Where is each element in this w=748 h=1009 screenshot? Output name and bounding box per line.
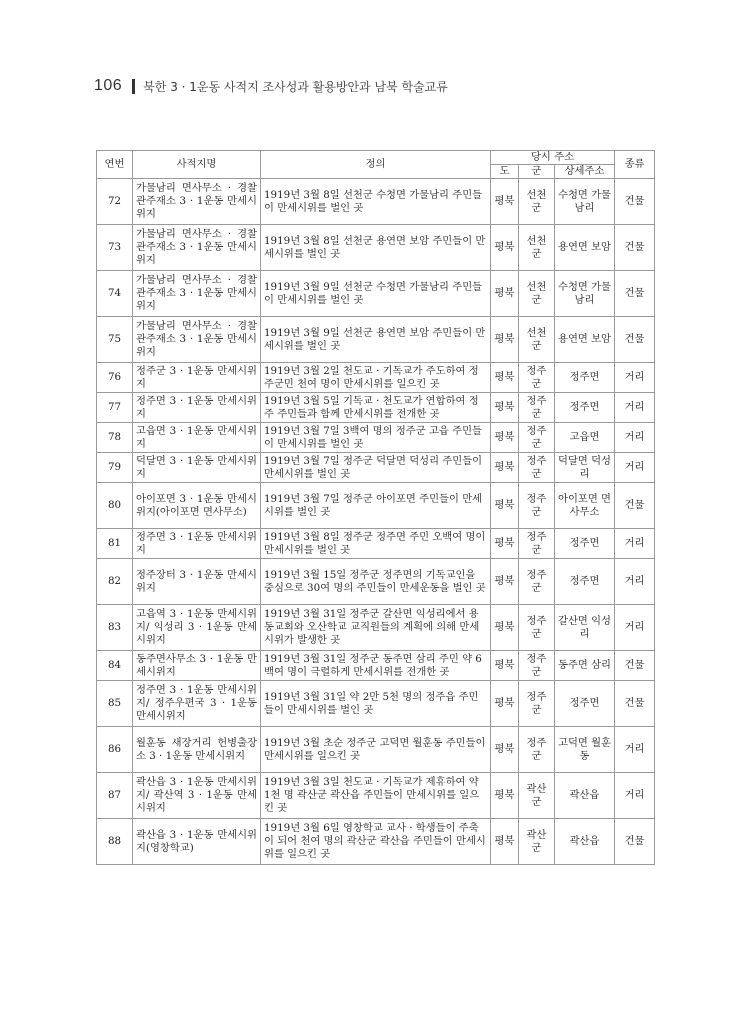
detail-address: 정주면 xyxy=(555,681,615,727)
site-definition: 1919년 3월 31일 정주군 동주면 삼리 주민 약 6백여 명이 극렬하게 만세시위를 전개한 곳 xyxy=(261,651,491,681)
row-number: 88 xyxy=(97,819,133,865)
site-type: 거리 xyxy=(615,363,655,393)
site-definition: 1919년 3월 9일 선천군 용연면 보암 주민들이 만세시위를 벌인 곳 xyxy=(261,317,491,363)
county: 선천군 xyxy=(519,271,555,317)
table-row xyxy=(97,773,655,819)
site-definition: 1919년 3월 15일 정주군 정주면의 기독교인을 중심으로 30여 명의 주민들이 만세운동을 벌인 곳 xyxy=(261,559,491,605)
table-row xyxy=(97,651,655,681)
site-definition: 1919년 3월 2일 천도교 · 기독교가 주도하여 정주군민 천여 명이 만세시위를 일으킨 곳 xyxy=(261,363,491,393)
site-type: 거리 xyxy=(615,453,655,483)
row-number: 84 xyxy=(97,651,133,681)
table-row xyxy=(97,317,655,363)
site-type: 거리 xyxy=(615,559,655,605)
province: 평북 xyxy=(491,819,519,865)
county: 정주군 xyxy=(519,681,555,727)
detail-address: 곽산읍 xyxy=(555,773,615,819)
detail-address: 고읍면 xyxy=(555,423,615,453)
header-definition: 정의 xyxy=(261,151,491,179)
site-type: 건물 xyxy=(615,225,655,271)
province: 평북 xyxy=(491,317,519,363)
row-number: 85 xyxy=(97,681,133,727)
site-type: 건물 xyxy=(615,271,655,317)
table-row xyxy=(97,529,655,559)
site-definition: 1919년 3월 초순 정주군 고덕면 월훈동 주민들이 만세시위를 일으킨 곳 xyxy=(261,727,491,773)
site-name: 곽산읍 3 · 1운동 만세시위지(영창학교) xyxy=(133,819,261,865)
detail-address: 고덕면 월훈동 xyxy=(555,727,615,773)
row-number: 74 xyxy=(97,271,133,317)
detail-address: 수청면 가물남리 xyxy=(555,271,615,317)
province: 평북 xyxy=(491,363,519,393)
site-type: 건물 xyxy=(615,651,655,681)
county: 곽산군 xyxy=(519,773,555,819)
county: 정주군 xyxy=(519,393,555,423)
table-body xyxy=(97,179,655,865)
row-number: 80 xyxy=(97,483,133,529)
site-name: 덕달면 3 · 1운동 만세시위지 xyxy=(133,453,261,483)
table-row xyxy=(97,453,655,483)
county: 정주군 xyxy=(519,529,555,559)
county: 정주군 xyxy=(519,453,555,483)
province: 평북 xyxy=(491,225,519,271)
site-definition: 1919년 3월 7일 정주군 덕달면 덕성리 주민들이 만세시위를 벌인 곳 xyxy=(261,453,491,483)
detail-address: 곽산읍 xyxy=(555,819,615,865)
site-type: 거리 xyxy=(615,605,655,651)
row-number: 81 xyxy=(97,529,133,559)
row-number: 75 xyxy=(97,317,133,363)
table-row xyxy=(97,271,655,317)
table-row xyxy=(97,393,655,423)
county: 곽산군 xyxy=(519,819,555,865)
site-name: 고읍면 3 · 1운동 만세시위지 xyxy=(133,423,261,453)
province: 평북 xyxy=(491,423,519,453)
site-name: 가물남리 면사무소 · 경찰관주재소 3 · 1운동 만세시위지 xyxy=(133,271,261,317)
detail-address: 용연면 보암 xyxy=(555,225,615,271)
header-gun: 군 xyxy=(519,165,555,179)
province: 평북 xyxy=(491,605,519,651)
site-definition: 1919년 3월 31일 정주군 갈산면 익성리에서 용동교회와 오산학교 교직원들의 계획에 의해 만세시위가 발생한 곳 xyxy=(261,605,491,651)
site-name: 가물남리 면사무소 · 경찰관주재소 3 · 1운동 만세시위지 xyxy=(133,317,261,363)
site-name: 정주면 3 · 1운동 만세시위지/ 정주우편국 3 · 1운동 만세시위지 xyxy=(133,681,261,727)
province: 평북 xyxy=(491,681,519,727)
table-row xyxy=(97,423,655,453)
header-do: 도 xyxy=(491,165,519,179)
site-type: 건물 xyxy=(615,681,655,727)
row-number: 82 xyxy=(97,559,133,605)
site-name: 아이포면 3 · 1운동 만세시위지(아이포면 면사무소) xyxy=(133,483,261,529)
row-number: 76 xyxy=(97,363,133,393)
site-name: 고읍역 3 · 1운동 만세시위지/ 익성리 3 · 1운동 만세시위지 xyxy=(133,605,261,651)
site-type: 건물 xyxy=(615,317,655,363)
site-name: 정주군 3 · 1운동 만세시위지 xyxy=(133,363,261,393)
header-address-group: 당시 주소 xyxy=(491,151,615,165)
county: 선천군 xyxy=(519,179,555,225)
row-number: 72 xyxy=(97,179,133,225)
detail-address: 동주면 삼리 xyxy=(555,651,615,681)
province: 평북 xyxy=(491,529,519,559)
detail-address: 수청면 가물남리 xyxy=(555,179,615,225)
county: 선천군 xyxy=(519,317,555,363)
detail-address: 정주면 xyxy=(555,559,615,605)
province: 평북 xyxy=(491,271,519,317)
site-type: 건물 xyxy=(615,483,655,529)
site-definition: 1919년 3월 9일 선천군 수청면 가물남리 주민들이 만세시위를 벌인 곳 xyxy=(261,271,491,317)
detail-address: 정주면 xyxy=(555,363,615,393)
site-name: 정주면 3 · 1운동 만세시위지 xyxy=(133,393,261,423)
site-definition: 1919년 3월 7일 정주군 아이포면 주민들이 만세시위를 벌인 곳 xyxy=(261,483,491,529)
site-definition: 1919년 3월 5일 기독교 · 천도교가 연합하여 정주 주민들과 함께 만세시위를 전개한 곳 xyxy=(261,393,491,423)
site-type: 거리 xyxy=(615,423,655,453)
province: 평북 xyxy=(491,651,519,681)
table-row xyxy=(97,727,655,773)
header-divider xyxy=(132,79,135,94)
province: 평북 xyxy=(491,559,519,605)
province: 평북 xyxy=(491,727,519,773)
table-row xyxy=(97,605,655,651)
county: 정주군 xyxy=(519,605,555,651)
header-detail-address: 상세주소 xyxy=(555,165,615,179)
row-number: 77 xyxy=(97,393,133,423)
table-row xyxy=(97,363,655,393)
page-header xyxy=(94,76,448,96)
site-type: 건물 xyxy=(615,819,655,865)
historic-sites-table xyxy=(96,150,655,865)
site-name: 동주면사무소 3 · 1운동 만세시위지 xyxy=(133,651,261,681)
site-type: 건물 xyxy=(615,179,655,225)
site-definition: 1919년 3월 8일 선천군 용연면 보암 주민들이 만세시위를 벌인 곳 xyxy=(261,225,491,271)
row-number: 86 xyxy=(97,727,133,773)
site-definition: 1919년 3월 7일 3백여 명의 정주군 고읍 주민들이 만세시위를 벌인 곳 xyxy=(261,423,491,453)
detail-address: 정주면 xyxy=(555,529,615,559)
county: 정주군 xyxy=(519,651,555,681)
site-name: 월훈동 새장거리 헌병출장소 3 · 1운동 만세시위지 xyxy=(133,727,261,773)
county: 정주군 xyxy=(519,363,555,393)
site-type: 거리 xyxy=(615,393,655,423)
county: 정주군 xyxy=(519,727,555,773)
row-number: 83 xyxy=(97,605,133,651)
header-no: 연번 xyxy=(97,151,133,179)
province: 평북 xyxy=(491,393,519,423)
site-name: 가물남리 면사무소 · 경찰관주재소 3 · 1운동 만세시위지 xyxy=(133,179,261,225)
county: 정주군 xyxy=(519,483,555,529)
detail-address: 정주면 xyxy=(555,393,615,423)
header-type: 종류 xyxy=(615,151,655,179)
table-row xyxy=(97,681,655,727)
site-name: 정주장터 3 · 1운동 만세시위지 xyxy=(133,559,261,605)
table-row xyxy=(97,483,655,529)
province: 평북 xyxy=(491,179,519,225)
site-name: 정주면 3 · 1운동 만세시위지 xyxy=(133,529,261,559)
detail-address: 용연면 보암 xyxy=(555,317,615,363)
site-definition: 1919년 3월 3일 천도교 · 기독교가 제휴하여 약 1천 명 곽산군 곽산읍 주민들이 만세시위를 일으킨 곳 xyxy=(261,773,491,819)
row-number: 87 xyxy=(97,773,133,819)
row-number: 79 xyxy=(97,453,133,483)
detail-address: 덕달면 덕성리 xyxy=(555,453,615,483)
county: 선천군 xyxy=(519,225,555,271)
table-row xyxy=(97,179,655,225)
detail-address: 아이포면 면사무소 xyxy=(555,483,615,529)
site-type: 거리 xyxy=(615,727,655,773)
site-definition: 1919년 3월 6일 영창학교 교사 · 학생들이 주축이 되어 천여 명의 곽산군 곽산읍 주민들이 만세시위를 일으킨 곳 xyxy=(261,819,491,865)
running-title: 북한 3 · 1운동 사적지 조사성과 활용방안과 남북 학술교류 xyxy=(143,79,448,94)
row-number: 73 xyxy=(97,225,133,271)
header-site-name: 사적지명 xyxy=(133,151,261,179)
site-type: 거리 xyxy=(615,773,655,819)
site-type: 거리 xyxy=(615,529,655,559)
table-row xyxy=(97,559,655,605)
province: 평북 xyxy=(491,483,519,529)
table-row xyxy=(97,819,655,865)
province: 평북 xyxy=(491,773,519,819)
county: 정주군 xyxy=(519,559,555,605)
site-definition: 1919년 3월 8일 선천군 수청면 가물남리 주민들이 만세시위를 벌인 곳 xyxy=(261,179,491,225)
table-row xyxy=(97,225,655,271)
site-definition: 1919년 3월 8일 정주군 정주면 주민 오백여 명이 만세시위를 벌인 곳 xyxy=(261,529,491,559)
detail-address: 갈산면 익성리 xyxy=(555,605,615,651)
row-number: 78 xyxy=(97,423,133,453)
site-name: 곽산읍 3 · 1운동 만세시위지/ 곽산역 3 · 1운동 만세시위지 xyxy=(133,773,261,819)
county: 정주군 xyxy=(519,423,555,453)
page-number: 106 xyxy=(94,77,123,94)
site-name: 가물남리 면사무소 · 경찰관주재소 3 · 1운동 만세시위지 xyxy=(133,225,261,271)
province: 평북 xyxy=(491,453,519,483)
site-definition: 1919년 3월 31일 약 2만 5천 명의 정주읍 주민들이 만세시위를 벌인 곳 xyxy=(261,681,491,727)
